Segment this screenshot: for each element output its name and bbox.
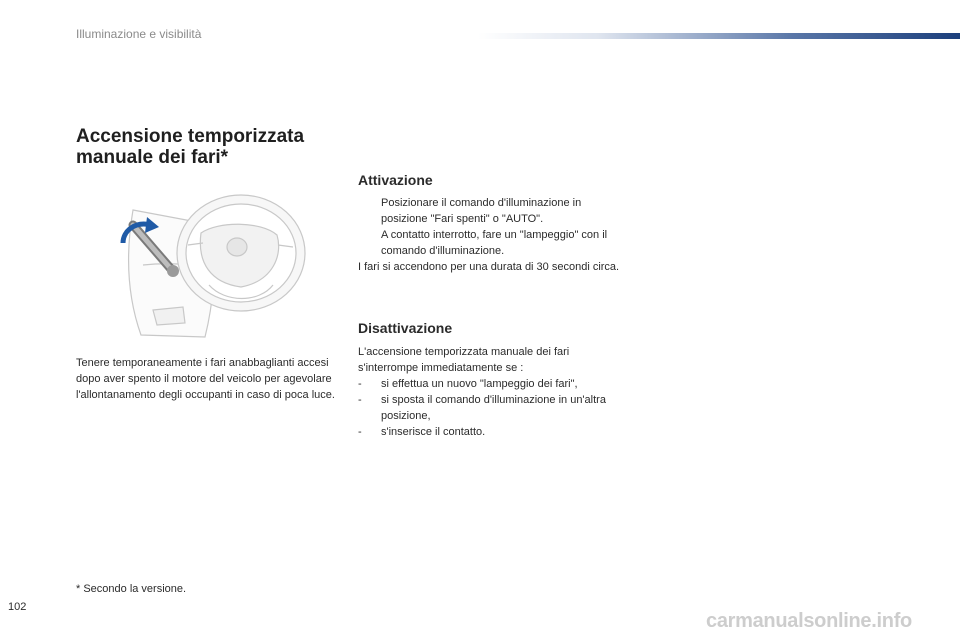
section-title: Illuminazione e visibilità [76, 27, 202, 41]
attivazione-note: I fari si accendono per una durata di 30 secondi circa. [358, 261, 620, 273]
watermark: carmanualsonline.info [706, 610, 912, 632]
dash-marker: - [358, 394, 362, 406]
dash-marker: - [358, 426, 362, 438]
disattivazione-heading: Disattivazione [358, 320, 453, 336]
disattivazione-body [358, 344, 628, 440]
page-title-line-2: manuale dei fari* [76, 147, 229, 168]
attivazione-heading: Attivazione [358, 172, 433, 188]
page-title-line-1: Accensione temporizzata [76, 126, 305, 147]
disattivazione-item: - si sposta il comando d'illuminazione in un'altra posizione, [358, 394, 606, 422]
page-title [76, 126, 376, 168]
disattivazione-intro: L'accensione temporizzata manuale dei fari s'interrompe immediatamente se : [358, 346, 570, 374]
footnote: * Secondo la versione. [76, 583, 187, 595]
disattivazione-item: - si effettua un nuovo "lampeggio dei fari", [358, 378, 578, 390]
attivazione-item: A contatto interrotto, fare un "lampeggio" con il comando d'illuminazione. [358, 227, 628, 259]
steering-wheel-illustration [113, 185, 313, 345]
bullet-icon [358, 227, 381, 259]
attivazione-item: Posizionare il comando d'illuminazione in posizione "Fari spenti" o "AUTO". [358, 195, 628, 227]
bullet-icon [358, 195, 381, 227]
header-gradient-bar [478, 33, 960, 39]
page-number: 102 [8, 601, 27, 613]
attivazione-body [358, 195, 628, 275]
dash-marker: - [358, 378, 362, 390]
intro-paragraph: Tenere temporaneamente i fari anabbaglianti accesi dopo aver spento il motore del veicolo per agevolare l'allontanamento degli occupanti in caso di poca luce. [76, 357, 335, 401]
disattivazione-item: - s'inserisce il contatto. [358, 426, 486, 438]
